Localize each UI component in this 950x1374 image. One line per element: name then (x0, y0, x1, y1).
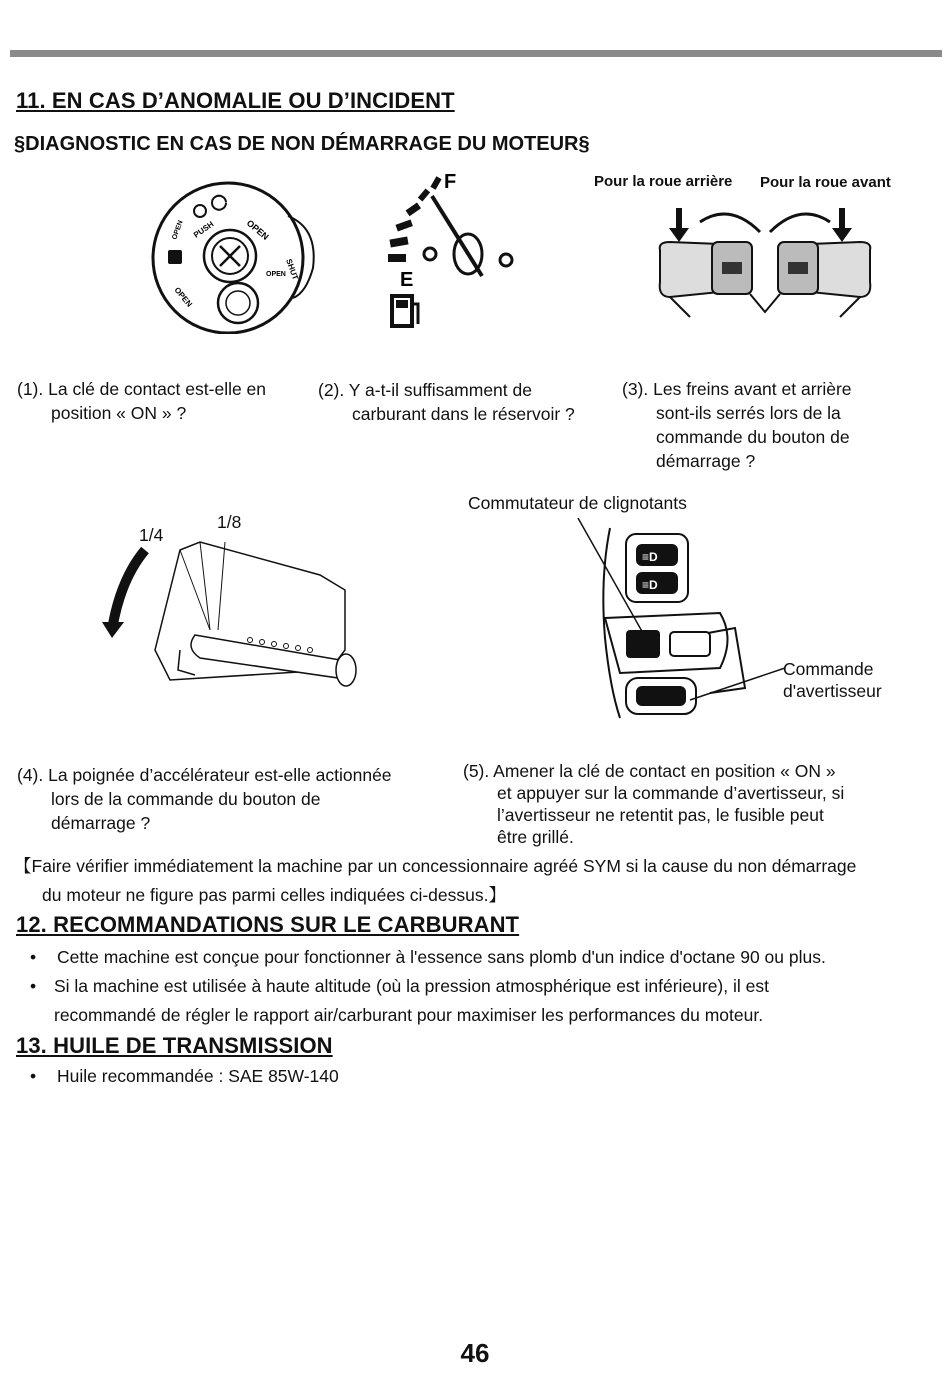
throttle-eighth-label: 1/8 (217, 512, 242, 532)
rear-wheel-label: Pour la roue arrière (594, 173, 733, 190)
check-4-line2: lors de la commande du bouton de (51, 789, 321, 809)
switch-assembly-figure (560, 518, 790, 728)
turn-signal-switch-label: Commutateur de clignotants (468, 493, 687, 513)
check-1 (17, 377, 266, 425)
svg-text:≡D: ≡D (642, 550, 658, 564)
ignition-switch-figure (148, 178, 328, 334)
dealer-note-line2: du moteur ne figure pas parmi celles indiquées ci-dessus.】 (42, 885, 506, 905)
check-3-line3: commande du bouton de (656, 427, 850, 447)
section-11-title: 11. EN CAS D’ANOMALIE OU D’INCIDENT (16, 88, 455, 113)
fuel-gauge-figure (382, 168, 522, 334)
check-1-line1: (1). La clé de contact est-elle en (17, 379, 267, 399)
check-4 (17, 763, 392, 835)
section-12-title: 12. RECOMMANDATIONS SUR LE CARBURANT (16, 912, 520, 937)
open-label-upper-left: OPEN (171, 219, 185, 241)
check-5-line1: (5). Amener la clé de contact en position « ON » (463, 761, 836, 781)
check-3-line2: sont-ils serrés lors de la (656, 403, 841, 423)
check-5-line2: et appuyer sur la commande d’avertisseur, si (497, 783, 845, 803)
dealer-note (14, 852, 944, 910)
page-number: 46 (460, 1338, 490, 1368)
throttle-grip-figure (100, 530, 362, 710)
horn-label-line2: d'avertisseur (783, 681, 882, 701)
open-label-top: OPEN (244, 217, 271, 242)
check-4-line3: démarrage ? (51, 813, 151, 833)
check-5 (463, 760, 844, 848)
fuel-bullet-2-line2: recommandé de régler le rapport air/carburant pour maximiser les performances du moteur. (54, 1005, 764, 1025)
rotation-arrow-icon (102, 622, 124, 638)
check-4-line1: (4). La poignée d’accélérateur est-elle actionnée (17, 765, 392, 785)
top-rule (10, 50, 942, 57)
check-5-line4: être grillé. (497, 827, 574, 847)
check-2-line1: (2). Y a-t-il suffisamment de (318, 380, 532, 400)
open-label-left: OPEN (172, 285, 194, 309)
check-3-line4: démarrage ? (656, 451, 756, 471)
oil-bullet-1: Huile recommandée : SAE 85W-140 (57, 1066, 339, 1086)
check-1-line2: position « ON » ? (51, 403, 187, 423)
bullet-symbol: • (30, 976, 37, 996)
fuel-bullet-1: Cette machine est conçue pour fonctionner à l'essence sans plomb d'un indice d'octane 90 ou plus. (57, 947, 826, 967)
front-wheel-label: Pour la roue avant (760, 174, 891, 191)
bullet-symbol: • (30, 1066, 37, 1086)
horn-label-line1: Commande (783, 659, 874, 679)
shut-label: SHUT (284, 257, 301, 282)
fuel-bullet-2 (54, 972, 769, 1030)
fuel-bullet-2-line1: Si la machine est utilisée à haute altitude (où la pression atmosphérique est inférieure), il est (54, 976, 769, 996)
check-3 (622, 377, 852, 473)
handlebar-brakes-figure (640, 202, 890, 320)
open-label-right: OPEN (266, 271, 286, 278)
diagnostic-subtitle: §DIAGNOSTIC EN CAS DE NON DÉMARRAGE DU MOTEUR§ (14, 133, 590, 155)
push-label: PUSH (191, 219, 216, 240)
horn-label (783, 658, 882, 702)
check-3-line1: (3). Les freins avant et arrière (622, 379, 852, 399)
throttle-quarter-label: 1/4 (139, 525, 164, 545)
check-5-line3: l’avertisseur ne retentit pas, le fusible peut (497, 805, 824, 825)
fuel-empty-label: E (400, 269, 414, 291)
svg-text:≡D: ≡D (642, 578, 658, 592)
check-2-line2: carburant dans le réservoir ? (352, 404, 575, 424)
check-2 (318, 378, 575, 426)
fuel-full-label: F (444, 171, 457, 193)
dealer-note-line1: 【Faire vérifier immédiatement la machine par un concessionnaire agréé SYM si la cause du non démarrage (14, 856, 857, 876)
section-13-title: 13. HUILE DE TRANSMISSION (16, 1033, 333, 1058)
bullet-symbol: • (30, 947, 37, 967)
fuel-pump-icon (392, 296, 418, 326)
